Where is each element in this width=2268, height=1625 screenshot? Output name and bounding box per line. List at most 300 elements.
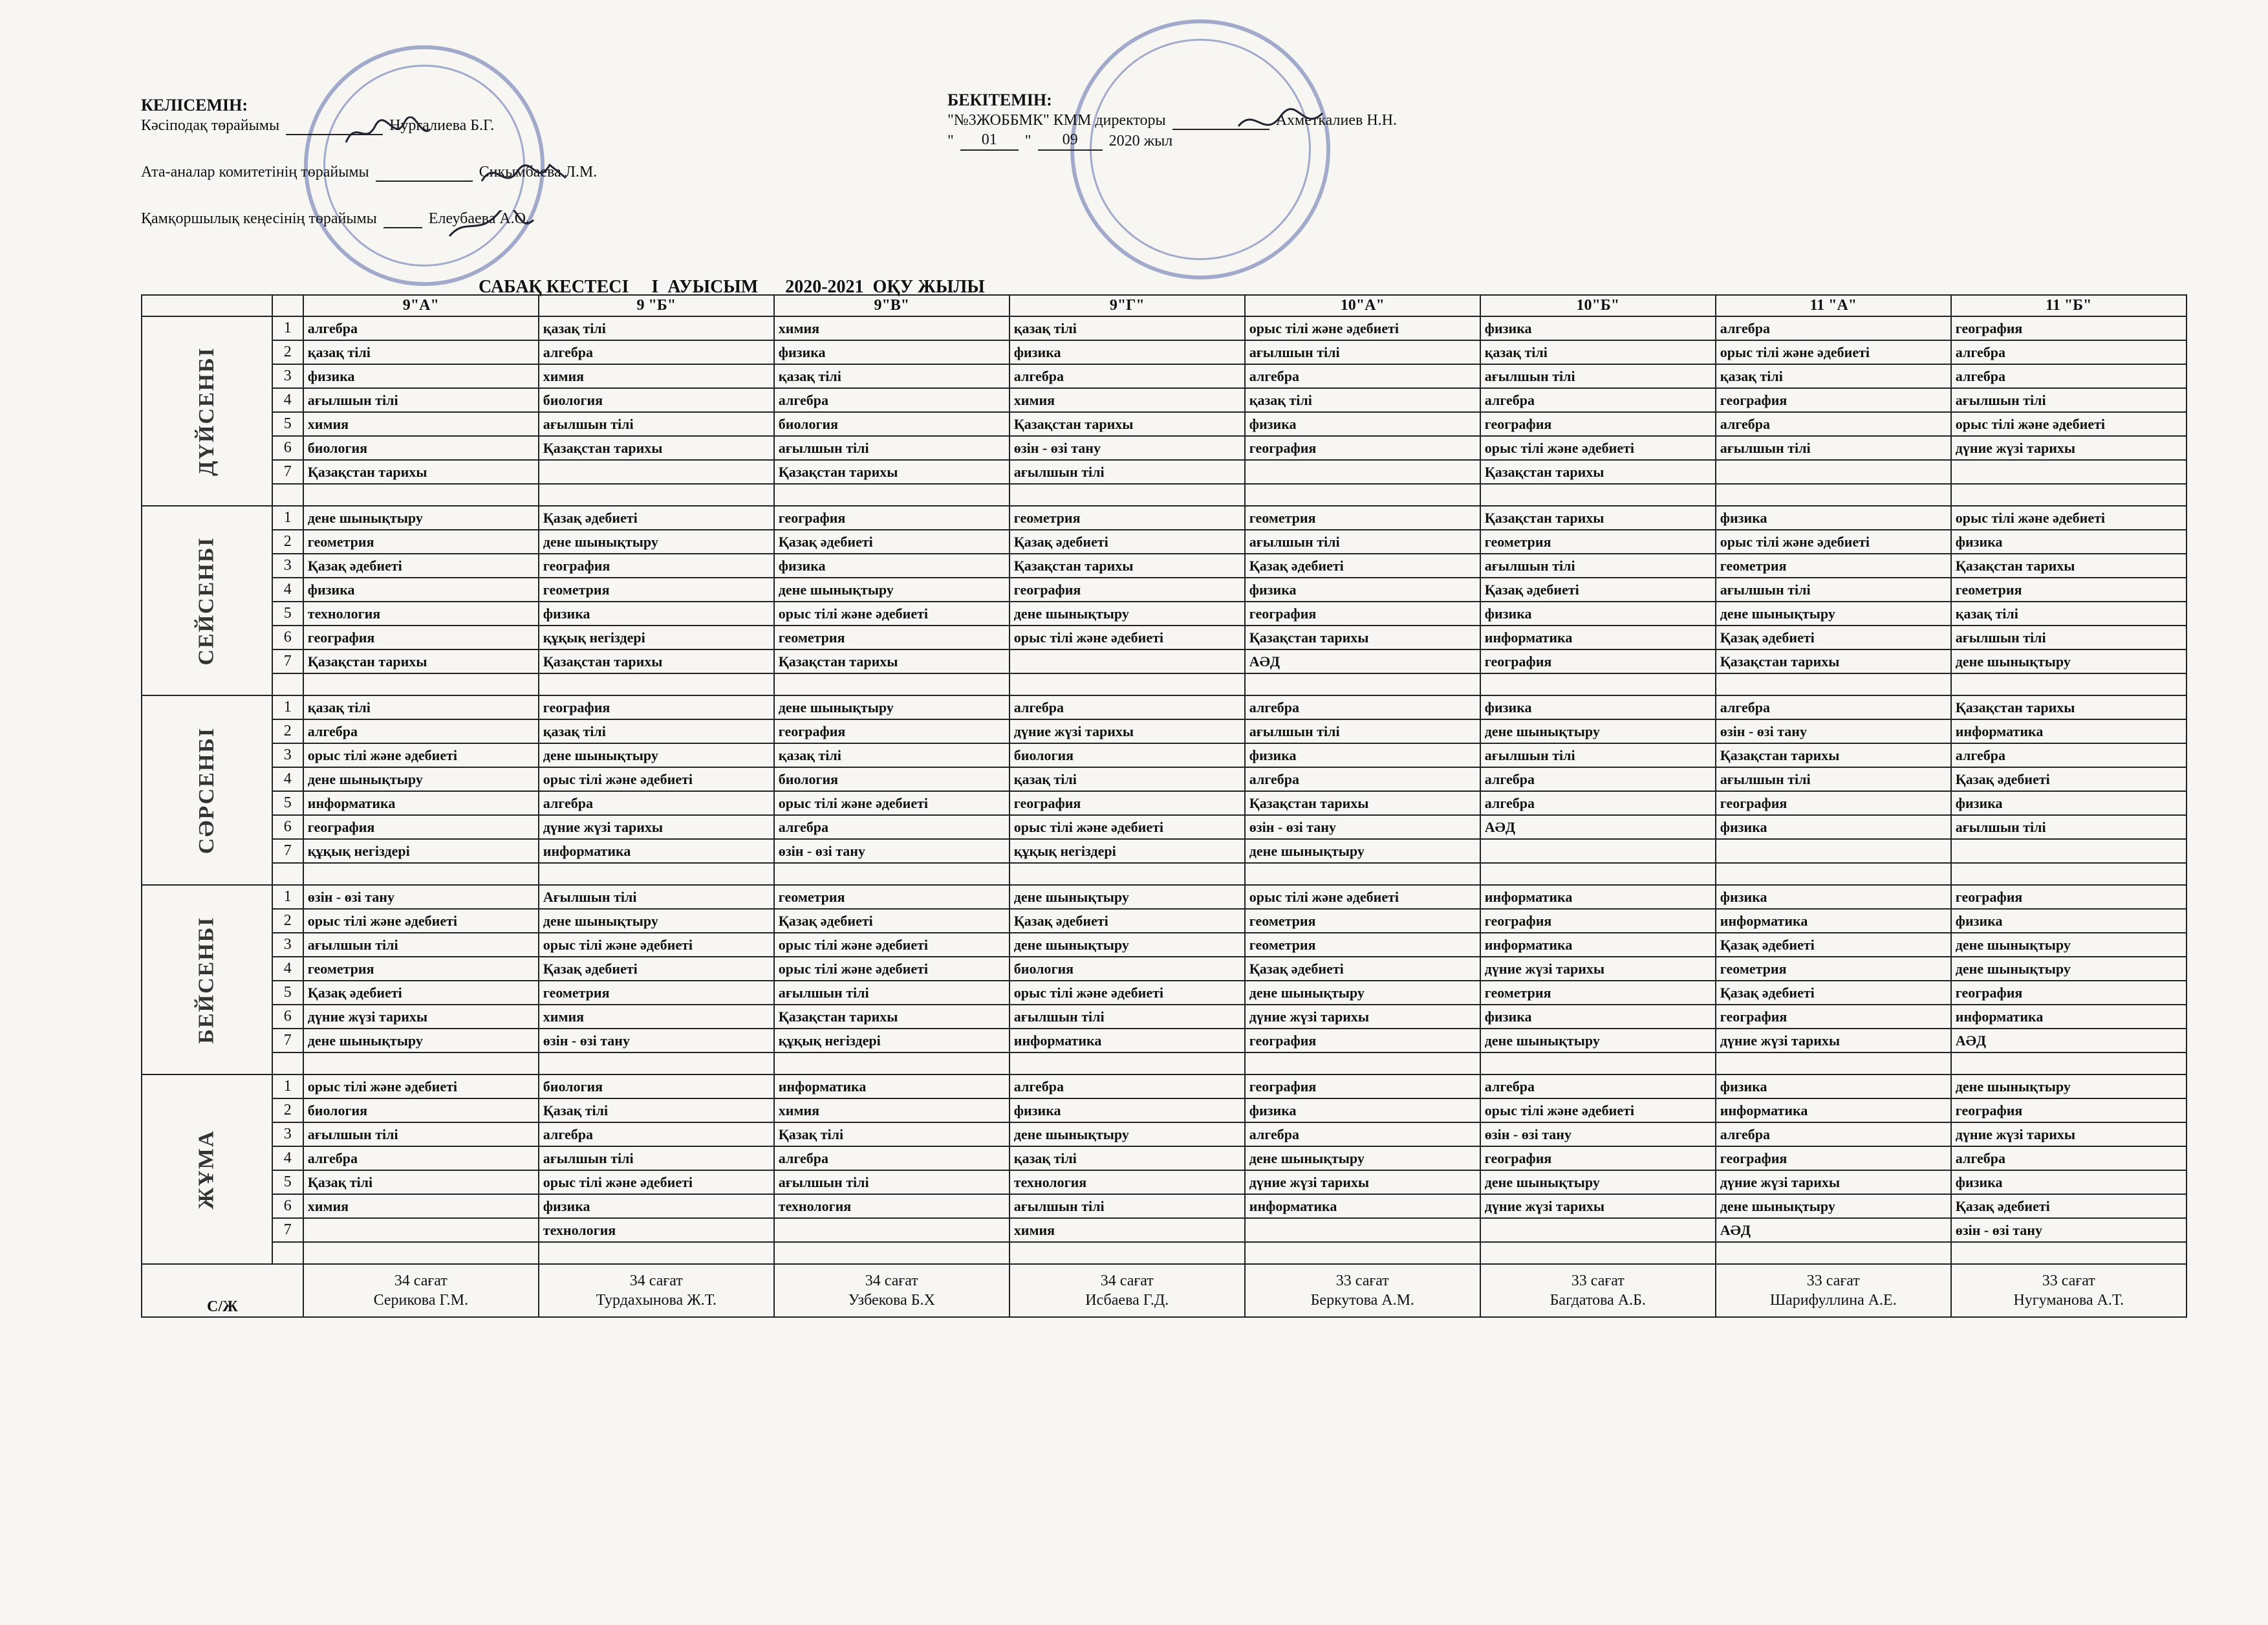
lesson-cell: орыс тілі және әдебиеті <box>539 933 774 957</box>
empty-cell <box>272 1052 303 1074</box>
lesson-cell: орыс тілі және әдебиеті <box>1010 815 1245 839</box>
teacher-hours-cell <box>539 1264 774 1317</box>
right-approval-block: БЕКІТЕМІН: "№3ЖОББМК" КММ директоры Ахметкалиев Н.Н. " 01 " 09 2020 жыл <box>947 91 1397 149</box>
empty-cell <box>1480 863 1716 885</box>
left-line3-label: Қамқоршылық кеңесінің төрайымы <box>141 210 377 227</box>
signature-line <box>376 180 473 182</box>
weekly-hours: 34 сағат <box>1100 1272 1154 1289</box>
lesson-cell: дене шынықтыру <box>1245 981 1480 1005</box>
schedule-title: САБАҚ КЕСТЕСІ І АУЫСЫМ 2020-2021 ОҚУ ЖЫЛЫ <box>479 277 985 297</box>
lesson-number: 5 <box>272 1170 303 1194</box>
lesson-cell: Қазақстан тарихы <box>539 649 774 673</box>
lesson-number: 2 <box>272 909 303 933</box>
lesson-number: 3 <box>272 933 303 957</box>
lesson-cell: биология <box>774 412 1010 436</box>
lesson-cell: физика <box>774 340 1010 364</box>
lesson-cell: дене шынықтыру <box>1951 649 2187 673</box>
lesson-cell: Қазақстан тарихы <box>1951 554 2187 578</box>
lesson-cell: алгебра <box>539 340 774 364</box>
teacher-name: Нугуманова А.Т. <box>2013 1292 2124 1309</box>
lesson-cell: география <box>774 506 1010 530</box>
lesson-cell: физика <box>1480 1005 1716 1029</box>
lesson-number: 3 <box>272 554 303 578</box>
lesson-cell: орыс тілі және әдебиеті <box>774 791 1010 815</box>
lesson-row <box>142 460 2187 484</box>
lesson-cell: алгебра <box>303 316 539 340</box>
empty-cell <box>272 484 303 506</box>
empty-cell <box>1010 1052 1245 1074</box>
lesson-cell: ағылшын тілі <box>303 388 539 412</box>
lesson-row <box>142 554 2187 578</box>
empty-cell <box>1716 1242 1951 1264</box>
lesson-cell: Қазақ әдебиеті <box>539 506 774 530</box>
lesson-cell: Қазақстан тарихы <box>774 649 1010 673</box>
lesson-row <box>142 1074 2187 1098</box>
empty-cell <box>272 673 303 695</box>
spacer-row <box>142 673 2187 695</box>
lesson-row <box>142 839 2187 863</box>
lesson-number: 4 <box>272 578 303 602</box>
lesson-number: 7 <box>272 649 303 673</box>
left-line2-label: Ата-аналар комитетінің төрайымы <box>141 164 369 180</box>
lesson-cell: химия <box>539 364 774 388</box>
lesson-cell: география <box>774 719 1010 743</box>
lesson-cell: алгебра <box>1480 1074 1716 1098</box>
empty-cell <box>774 863 1010 885</box>
lesson-cell: дүние жүзі тарихы <box>1951 436 2187 460</box>
teacher-name: Турдахынова Ж.Т. <box>596 1292 717 1309</box>
lesson-cell: дене шынықтыру <box>1716 602 1951 626</box>
lesson-cell: дүние жүзі тарихы <box>1716 1029 1951 1052</box>
lesson-cell: физика <box>1716 1074 1951 1098</box>
lesson-cell: Қазақстан тарихы <box>303 649 539 673</box>
lesson-cell: дене шынықтыру <box>1010 885 1245 909</box>
lesson-cell: Қазақ әдебиеті <box>1716 933 1951 957</box>
lesson-cell: Қазақ әдебиеті <box>1245 957 1480 981</box>
empty-cell <box>1480 1052 1716 1074</box>
lesson-row <box>142 1146 2187 1170</box>
lesson-cell: қазақ тілі <box>1010 316 1245 340</box>
lesson-cell: өзін - өзі тану <box>303 885 539 909</box>
date-day: 01 <box>960 130 1019 151</box>
lesson-cell <box>303 1218 539 1242</box>
empty-cell <box>272 1242 303 1264</box>
empty-cell <box>1010 1242 1245 1264</box>
lesson-cell: алгебра <box>1716 316 1951 340</box>
lesson-cell: қазақ тілі <box>303 695 539 719</box>
lesson-cell: физика <box>303 578 539 602</box>
lesson-cell: информатика <box>1716 909 1951 933</box>
empty-cell <box>303 1052 539 1074</box>
lesson-cell: биология <box>303 436 539 460</box>
teacher-hours-cell <box>303 1264 539 1317</box>
empty-cell <box>774 1052 1010 1074</box>
empty-cell <box>1245 863 1480 885</box>
lesson-cell: дене шынықтыру <box>1010 1122 1245 1146</box>
empty-cell <box>539 863 774 885</box>
empty-cell <box>1245 673 1480 695</box>
day-name: СЕЙСЕНБІ <box>194 536 219 666</box>
lesson-number: 2 <box>272 1098 303 1122</box>
empty-cell <box>303 1242 539 1264</box>
weekly-hours: 33 сағат <box>2042 1272 2095 1289</box>
spacer-row <box>142 863 2187 885</box>
teacher-hours-cell <box>1245 1264 1480 1317</box>
lesson-cell: география <box>1951 885 2187 909</box>
lesson-cell: ағылшын тілі <box>303 1122 539 1146</box>
left-line2-name: Сикымбаева Л.М. <box>479 164 598 180</box>
lesson-number: 7 <box>272 460 303 484</box>
lesson-cell: физика <box>1951 909 2187 933</box>
day-label <box>142 506 272 695</box>
lesson-row <box>142 1122 2187 1146</box>
lesson-number: 5 <box>272 412 303 436</box>
lesson-cell: физика <box>1951 1170 2187 1194</box>
empty-cell <box>1480 673 1716 695</box>
lesson-cell: физика <box>539 1194 774 1218</box>
lesson-row <box>142 1218 2187 1242</box>
lesson-cell: орыс тілі және әдебиеті <box>303 1074 539 1098</box>
lesson-cell <box>539 460 774 484</box>
lesson-number: 5 <box>272 791 303 815</box>
lesson-row <box>142 530 2187 554</box>
lesson-cell: физика <box>1010 340 1245 364</box>
lesson-cell: алгебра <box>1010 364 1245 388</box>
lesson-cell: информатика <box>1480 933 1716 957</box>
lesson-cell <box>1010 649 1245 673</box>
lesson-cell: информатика <box>539 839 774 863</box>
lesson-cell: география <box>539 695 774 719</box>
day-name: СӘРСЕНБІ <box>194 726 219 854</box>
lesson-cell: Қазақ тілі <box>539 1098 774 1122</box>
teacher-name: Узбекова Б.Х <box>848 1292 935 1309</box>
schedule-table <box>141 294 2187 1318</box>
lesson-cell: биология <box>774 767 1010 791</box>
lesson-number: 4 <box>272 767 303 791</box>
lesson-cell: дене шынықтыру <box>774 578 1010 602</box>
lesson-cell: география <box>303 626 539 649</box>
lesson-cell: информатика <box>303 791 539 815</box>
lesson-cell: орыс тілі және әдебиеті <box>1716 530 1951 554</box>
lesson-cell: қазақ тілі <box>1010 1146 1245 1170</box>
lesson-cell: Қазақ әдебиеті <box>1245 554 1480 578</box>
lesson-cell: география <box>1716 791 1951 815</box>
lesson-cell: геометрия <box>1245 933 1480 957</box>
lesson-row <box>142 1194 2187 1218</box>
lesson-cell: орыс тілі және әдебиеті <box>1010 981 1245 1005</box>
empty-cell <box>1716 484 1951 506</box>
lesson-cell: геометрия <box>539 578 774 602</box>
empty-cell <box>539 484 774 506</box>
weekly-hours: 34 сағат <box>629 1272 683 1289</box>
lesson-cell <box>1480 839 1716 863</box>
day-label <box>142 316 272 506</box>
lesson-number: 5 <box>272 981 303 1005</box>
teacher-hours-cell <box>1951 1264 2187 1317</box>
lesson-cell: биология <box>303 1098 539 1122</box>
lesson-row <box>142 578 2187 602</box>
lesson-cell: орыс тілі және әдебиеті <box>303 743 539 767</box>
signature-scribble <box>343 116 433 149</box>
right-line1-label: "№3ЖОББМК" КММ директоры <box>947 112 1166 129</box>
lesson-cell: информатика <box>774 1074 1010 1098</box>
empty-cell <box>1716 1052 1951 1074</box>
lesson-cell: қазақ тілі <box>774 743 1010 767</box>
lesson-cell: ағылшын тілі <box>1245 719 1480 743</box>
lesson-cell: АӘД <box>1951 1029 2187 1052</box>
lesson-cell: физика <box>303 364 539 388</box>
empty-cell <box>1951 673 2187 695</box>
lesson-cell: орыс тілі және әдебиеті <box>774 933 1010 957</box>
class-header: 10"Б" <box>1480 295 1716 316</box>
lesson-number: 3 <box>272 1122 303 1146</box>
lesson-cell: физика <box>1480 695 1716 719</box>
left-line1-label: Кәсіподақ төрайымы <box>141 117 280 134</box>
lesson-cell: химия <box>1010 1218 1245 1242</box>
lesson-cell: физика <box>1245 412 1480 436</box>
lesson-cell: қазақ тілі <box>1716 364 1951 388</box>
lesson-cell: ағылшын тілі <box>774 981 1010 1005</box>
lesson-cell: АӘД <box>1480 815 1716 839</box>
lesson-cell: алгебра <box>774 388 1010 412</box>
lesson-cell: өзін - өзі тану <box>1010 436 1245 460</box>
weekly-hours: 34 сағат <box>394 1272 448 1289</box>
lesson-cell: геометрия <box>1010 506 1245 530</box>
lesson-cell: құқық негіздері <box>1010 839 1245 863</box>
lesson-row <box>142 909 2187 933</box>
lesson-cell: Қазақ әдебиеті <box>1010 909 1245 933</box>
lesson-number: 6 <box>272 1005 303 1029</box>
lesson-cell: дене шынықтыру <box>303 767 539 791</box>
lesson-cell: география <box>303 815 539 839</box>
lesson-cell: химия <box>774 1098 1010 1122</box>
lesson-cell: ағылшын тілі <box>1010 1005 1245 1029</box>
lesson-cell: геометрия <box>1951 578 2187 602</box>
lesson-cell: Қазақ әдебиеті <box>1951 767 2187 791</box>
lesson-number: 1 <box>272 695 303 719</box>
lesson-cell: дене шынықтыру <box>1951 1074 2187 1098</box>
lesson-row <box>142 743 2187 767</box>
weekly-hours: 33 сағат <box>1806 1272 1860 1289</box>
lesson-cell: геометрия <box>539 981 774 1005</box>
empty-cell <box>1951 1052 2187 1074</box>
lesson-cell: биология <box>539 388 774 412</box>
left-line1-name: Нургалиева Б.Г. <box>389 117 495 134</box>
lesson-cell: дүние жүзі тарихы <box>1245 1170 1480 1194</box>
lesson-row <box>142 649 2187 673</box>
lesson-cell: физика <box>1010 1098 1245 1122</box>
lesson-cell: Қазақ тілі <box>774 1122 1010 1146</box>
lesson-cell: биология <box>1010 957 1245 981</box>
lesson-number: 7 <box>272 1218 303 1242</box>
teacher-name: Шарифуллина А.Е. <box>1769 1292 1897 1309</box>
lesson-cell: информатика <box>1480 885 1716 909</box>
lesson-cell: география <box>1245 436 1480 460</box>
empty-cell <box>303 863 539 885</box>
lesson-cell: география <box>539 554 774 578</box>
lesson-row <box>142 1005 2187 1029</box>
empty-cell <box>1480 484 1716 506</box>
lesson-cell: өзін - өзі тану <box>774 839 1010 863</box>
empty-cell <box>1951 1242 2187 1264</box>
empty-cell <box>1010 863 1245 885</box>
lesson-row <box>142 933 2187 957</box>
lesson-cell: ағылшын тілі <box>774 1170 1010 1194</box>
empty-cell <box>1010 484 1245 506</box>
lesson-cell: қазақ тілі <box>1480 340 1716 364</box>
lesson-cell: география <box>1480 412 1716 436</box>
lesson-cell: ағылшын тілі <box>774 436 1010 460</box>
empty-cell <box>1716 673 1951 695</box>
lesson-row <box>142 791 2187 815</box>
lesson-number: 2 <box>272 530 303 554</box>
lesson-row <box>142 364 2187 388</box>
lesson-cell: алгебра <box>1951 364 2187 388</box>
lesson-number: 4 <box>272 388 303 412</box>
lesson-number: 4 <box>272 1146 303 1170</box>
lesson-cell: физика <box>1716 506 1951 530</box>
lesson-number: 6 <box>272 815 303 839</box>
empty-cell <box>539 673 774 695</box>
lesson-cell <box>1716 839 1951 863</box>
lesson-cell: физика <box>1716 815 1951 839</box>
lesson-number: 3 <box>272 364 303 388</box>
footer-row <box>142 1264 2187 1317</box>
lesson-cell: геометрия <box>1480 530 1716 554</box>
lesson-cell: дүние жүзі тарихы <box>1245 1005 1480 1029</box>
lesson-cell: дене шынықтыру <box>1716 1194 1951 1218</box>
lesson-cell: дүние жүзі тарихы <box>303 1005 539 1029</box>
lesson-cell: география <box>1716 1146 1951 1170</box>
lesson-cell: қазақ тілі <box>1010 767 1245 791</box>
header-blank <box>142 295 272 316</box>
empty-cell <box>1010 673 1245 695</box>
empty-cell <box>303 673 539 695</box>
class-header: 11 "Б" <box>1951 295 2187 316</box>
lesson-cell: биология <box>539 1074 774 1098</box>
lesson-cell <box>1951 460 2187 484</box>
lesson-cell: ағылшын тілі <box>1480 743 1716 767</box>
lesson-cell: дене шынықтыру <box>539 909 774 933</box>
lesson-cell: құқық негіздері <box>774 1029 1010 1052</box>
empty-cell <box>774 673 1010 695</box>
lesson-row <box>142 626 2187 649</box>
empty-cell <box>272 863 303 885</box>
empty-cell <box>539 1052 774 1074</box>
lesson-row <box>142 1170 2187 1194</box>
lesson-cell: география <box>1245 1074 1480 1098</box>
lesson-number: 6 <box>272 1194 303 1218</box>
lesson-cell: орыс тілі және әдебиеті <box>1480 436 1716 460</box>
lesson-row <box>142 1098 2187 1122</box>
lesson-cell: Қазақ әдебиеті <box>303 554 539 578</box>
lesson-cell: алгебра <box>1716 412 1951 436</box>
lesson-cell: физика <box>1245 1098 1480 1122</box>
teacher-hours-cell <box>774 1264 1010 1317</box>
right-line1-name: Ахметкалиев Н.Н. <box>1275 112 1397 129</box>
lesson-cell <box>1716 460 1951 484</box>
lesson-cell: қазақ тілі <box>539 316 774 340</box>
class-header-row <box>142 295 2187 316</box>
lesson-cell: физика <box>1716 885 1951 909</box>
lesson-cell: АӘД <box>1716 1218 1951 1242</box>
lesson-cell: Қазақстан тарихы <box>303 460 539 484</box>
weekly-hours: 33 сағат <box>1335 1272 1389 1289</box>
lesson-cell: ағылшын тілі <box>1951 815 2187 839</box>
lesson-cell: геометрия <box>1245 506 1480 530</box>
signature-scribble <box>1235 107 1326 139</box>
lesson-cell: орыс тілі және әдебиеті <box>1951 506 2187 530</box>
lesson-cell: құқық негіздері <box>539 626 774 649</box>
lesson-cell: дене шынықтыру <box>1951 957 2187 981</box>
lesson-cell: алгебра <box>1951 743 2187 767</box>
date-month: 09 <box>1038 130 1103 151</box>
lesson-row <box>142 885 2187 909</box>
weekly-hours: 34 сағат <box>865 1272 918 1289</box>
lesson-cell: дене шынықтыру <box>303 1029 539 1052</box>
lesson-cell: география <box>1716 388 1951 412</box>
spacer-row <box>142 484 2187 506</box>
lesson-cell: алгебра <box>1010 1074 1245 1098</box>
lesson-cell: Қазақстан тарихы <box>1010 412 1245 436</box>
lesson-cell: информатика <box>1480 626 1716 649</box>
lesson-cell: Қазақ әдебиеті <box>1716 626 1951 649</box>
lesson-number: 1 <box>272 316 303 340</box>
empty-cell <box>303 484 539 506</box>
lesson-cell: орыс тілі және әдебиеті <box>303 909 539 933</box>
lesson-cell: Қазақ әдебиеті <box>303 981 539 1005</box>
lesson-cell: алгебра <box>1480 388 1716 412</box>
teacher-name: Беркутова А.М. <box>1310 1292 1414 1309</box>
lesson-number: 2 <box>272 340 303 364</box>
lesson-row <box>142 695 2187 719</box>
lesson-cell: дене шынықтыру <box>1480 1170 1716 1194</box>
teacher-hours-cell <box>1716 1264 1951 1317</box>
footer-label: С/Ж <box>142 1264 303 1317</box>
lesson-cell: орыс тілі және әдебиеті <box>1951 412 2187 436</box>
lesson-row <box>142 815 2187 839</box>
lesson-cell: ағылшын тілі <box>539 412 774 436</box>
lesson-cell: орыс тілі және әдебиеті <box>1010 626 1245 649</box>
lesson-cell: өзін - өзі тану <box>1480 1122 1716 1146</box>
empty-cell <box>539 1242 774 1264</box>
lesson-number: 1 <box>272 1074 303 1098</box>
lesson-cell: алгебра <box>303 1146 539 1170</box>
lesson-cell: АӘД <box>1245 649 1480 673</box>
lesson-number: 5 <box>272 602 303 626</box>
signature-scribble <box>479 158 569 191</box>
lesson-cell: Қазақстан тарихы <box>1480 506 1716 530</box>
lesson-cell: Қазақстан тарихы <box>1716 649 1951 673</box>
lesson-cell: Қазақстан тарихы <box>774 460 1010 484</box>
empty-cell <box>1480 1242 1716 1264</box>
lesson-number: 1 <box>272 885 303 909</box>
lesson-cell: география <box>1245 1029 1480 1052</box>
lesson-cell: орыс тілі және әдебиеті <box>774 957 1010 981</box>
lesson-cell <box>774 1218 1010 1242</box>
lesson-cell: орыс тілі және әдебиеті <box>539 1170 774 1194</box>
lesson-number: 3 <box>272 743 303 767</box>
lesson-cell: орыс тілі және әдебиеті <box>1245 885 1480 909</box>
class-header: 9"В" <box>774 295 1010 316</box>
lesson-number: 7 <box>272 839 303 863</box>
lesson-cell: алгебра <box>303 719 539 743</box>
lesson-cell: физика <box>774 554 1010 578</box>
empty-cell <box>774 484 1010 506</box>
lesson-cell: геометрия <box>1480 981 1716 1005</box>
lesson-cell: алгебра <box>774 815 1010 839</box>
class-header: 9 "Б" <box>539 295 774 316</box>
